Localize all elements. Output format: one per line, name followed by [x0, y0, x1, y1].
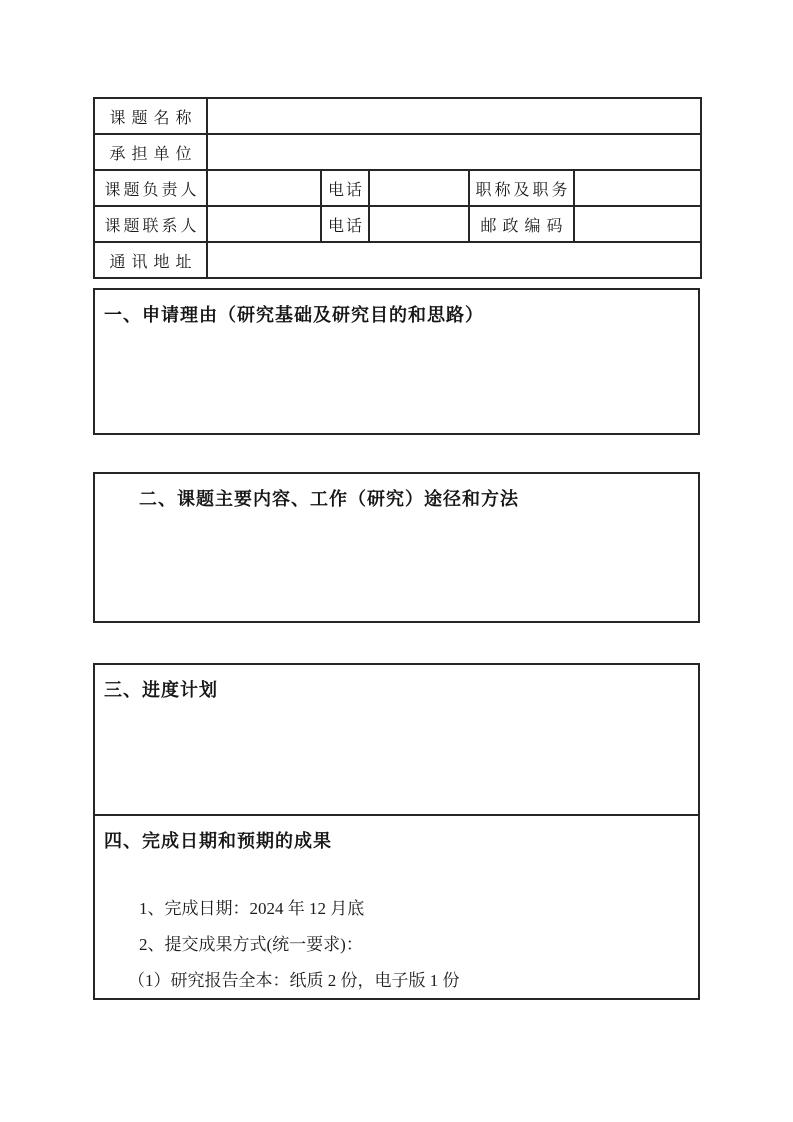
completion-date-line: 1、完成日期：2024 年 12 月底 [139, 899, 365, 918]
mailing-address-cell[interactable] [207, 242, 701, 278]
section2-heading: 二、课题主要内容、工作（研究）途径和方法 [139, 489, 519, 509]
undertaking-unit-label-text: 承担单位 [109, 145, 198, 163]
project-name-label [94, 98, 207, 134]
table-row-mailing-address [94, 242, 701, 278]
project-contact-name-cell[interactable] [207, 206, 321, 242]
postal-code-label [469, 206, 574, 242]
title-position-label [469, 170, 574, 206]
mailing-address-label [94, 242, 207, 278]
project-contact-label-text: 课题联系人 [104, 217, 200, 235]
mailing-address-label-text: 通讯地址 [109, 253, 198, 271]
table-row-project-contact [94, 206, 701, 242]
leader-phone-label-text: 电话 [327, 181, 364, 199]
contact-phone-label [321, 206, 369, 242]
contact-phone-cell[interactable] [369, 206, 469, 242]
project-name-cell[interactable] [207, 98, 701, 134]
leader-phone-label [321, 170, 369, 206]
project-name-label-text: 课题名称 [109, 109, 198, 127]
section2-content-area[interactable] [95, 511, 698, 615]
title-position-label-text: 职称及职务 [475, 181, 571, 199]
project-leader-label [94, 170, 207, 206]
project-leader-name-cell[interactable] [207, 170, 321, 206]
undertaking-unit-cell[interactable] [207, 134, 701, 170]
leader-phone-cell[interactable] [369, 170, 469, 206]
section4-heading: 四、完成日期和预期的成果 [104, 831, 332, 851]
section3-heading: 三、进度计划 [104, 680, 218, 700]
table-row-project-name [94, 98, 701, 134]
section1-content-area[interactable] [95, 327, 698, 427]
section-application-reason [93, 288, 700, 435]
title-position-cell[interactable] [574, 170, 701, 206]
project-info-table [93, 97, 702, 279]
project-leader-label-text: 课题负责人 [104, 181, 200, 199]
table-row-undertaking-unit [94, 134, 701, 170]
contact-phone-label-text: 电话 [327, 217, 364, 235]
submission-method-line: 2、提交成果方式(统一要求)： [139, 935, 363, 954]
postal-code-cell[interactable] [574, 206, 701, 242]
undertaking-unit-label [94, 134, 207, 170]
section-schedule-and-results [93, 663, 700, 1000]
project-contact-label [94, 206, 207, 242]
section-progress-plan [95, 665, 698, 814]
section1-heading: 一、申请理由（研究基础及研究目的和思路） [104, 305, 484, 325]
section-completion-date-results [95, 814, 698, 998]
section-main-content-methods [93, 472, 700, 623]
section3-content-area[interactable] [95, 702, 698, 804]
table-row-project-leader [94, 170, 701, 206]
postal-code-label-text: 邮政编码 [480, 217, 569, 235]
report-copies-line: （1）研究报告全本：纸质 2 份，电子版 1 份 [128, 971, 460, 990]
